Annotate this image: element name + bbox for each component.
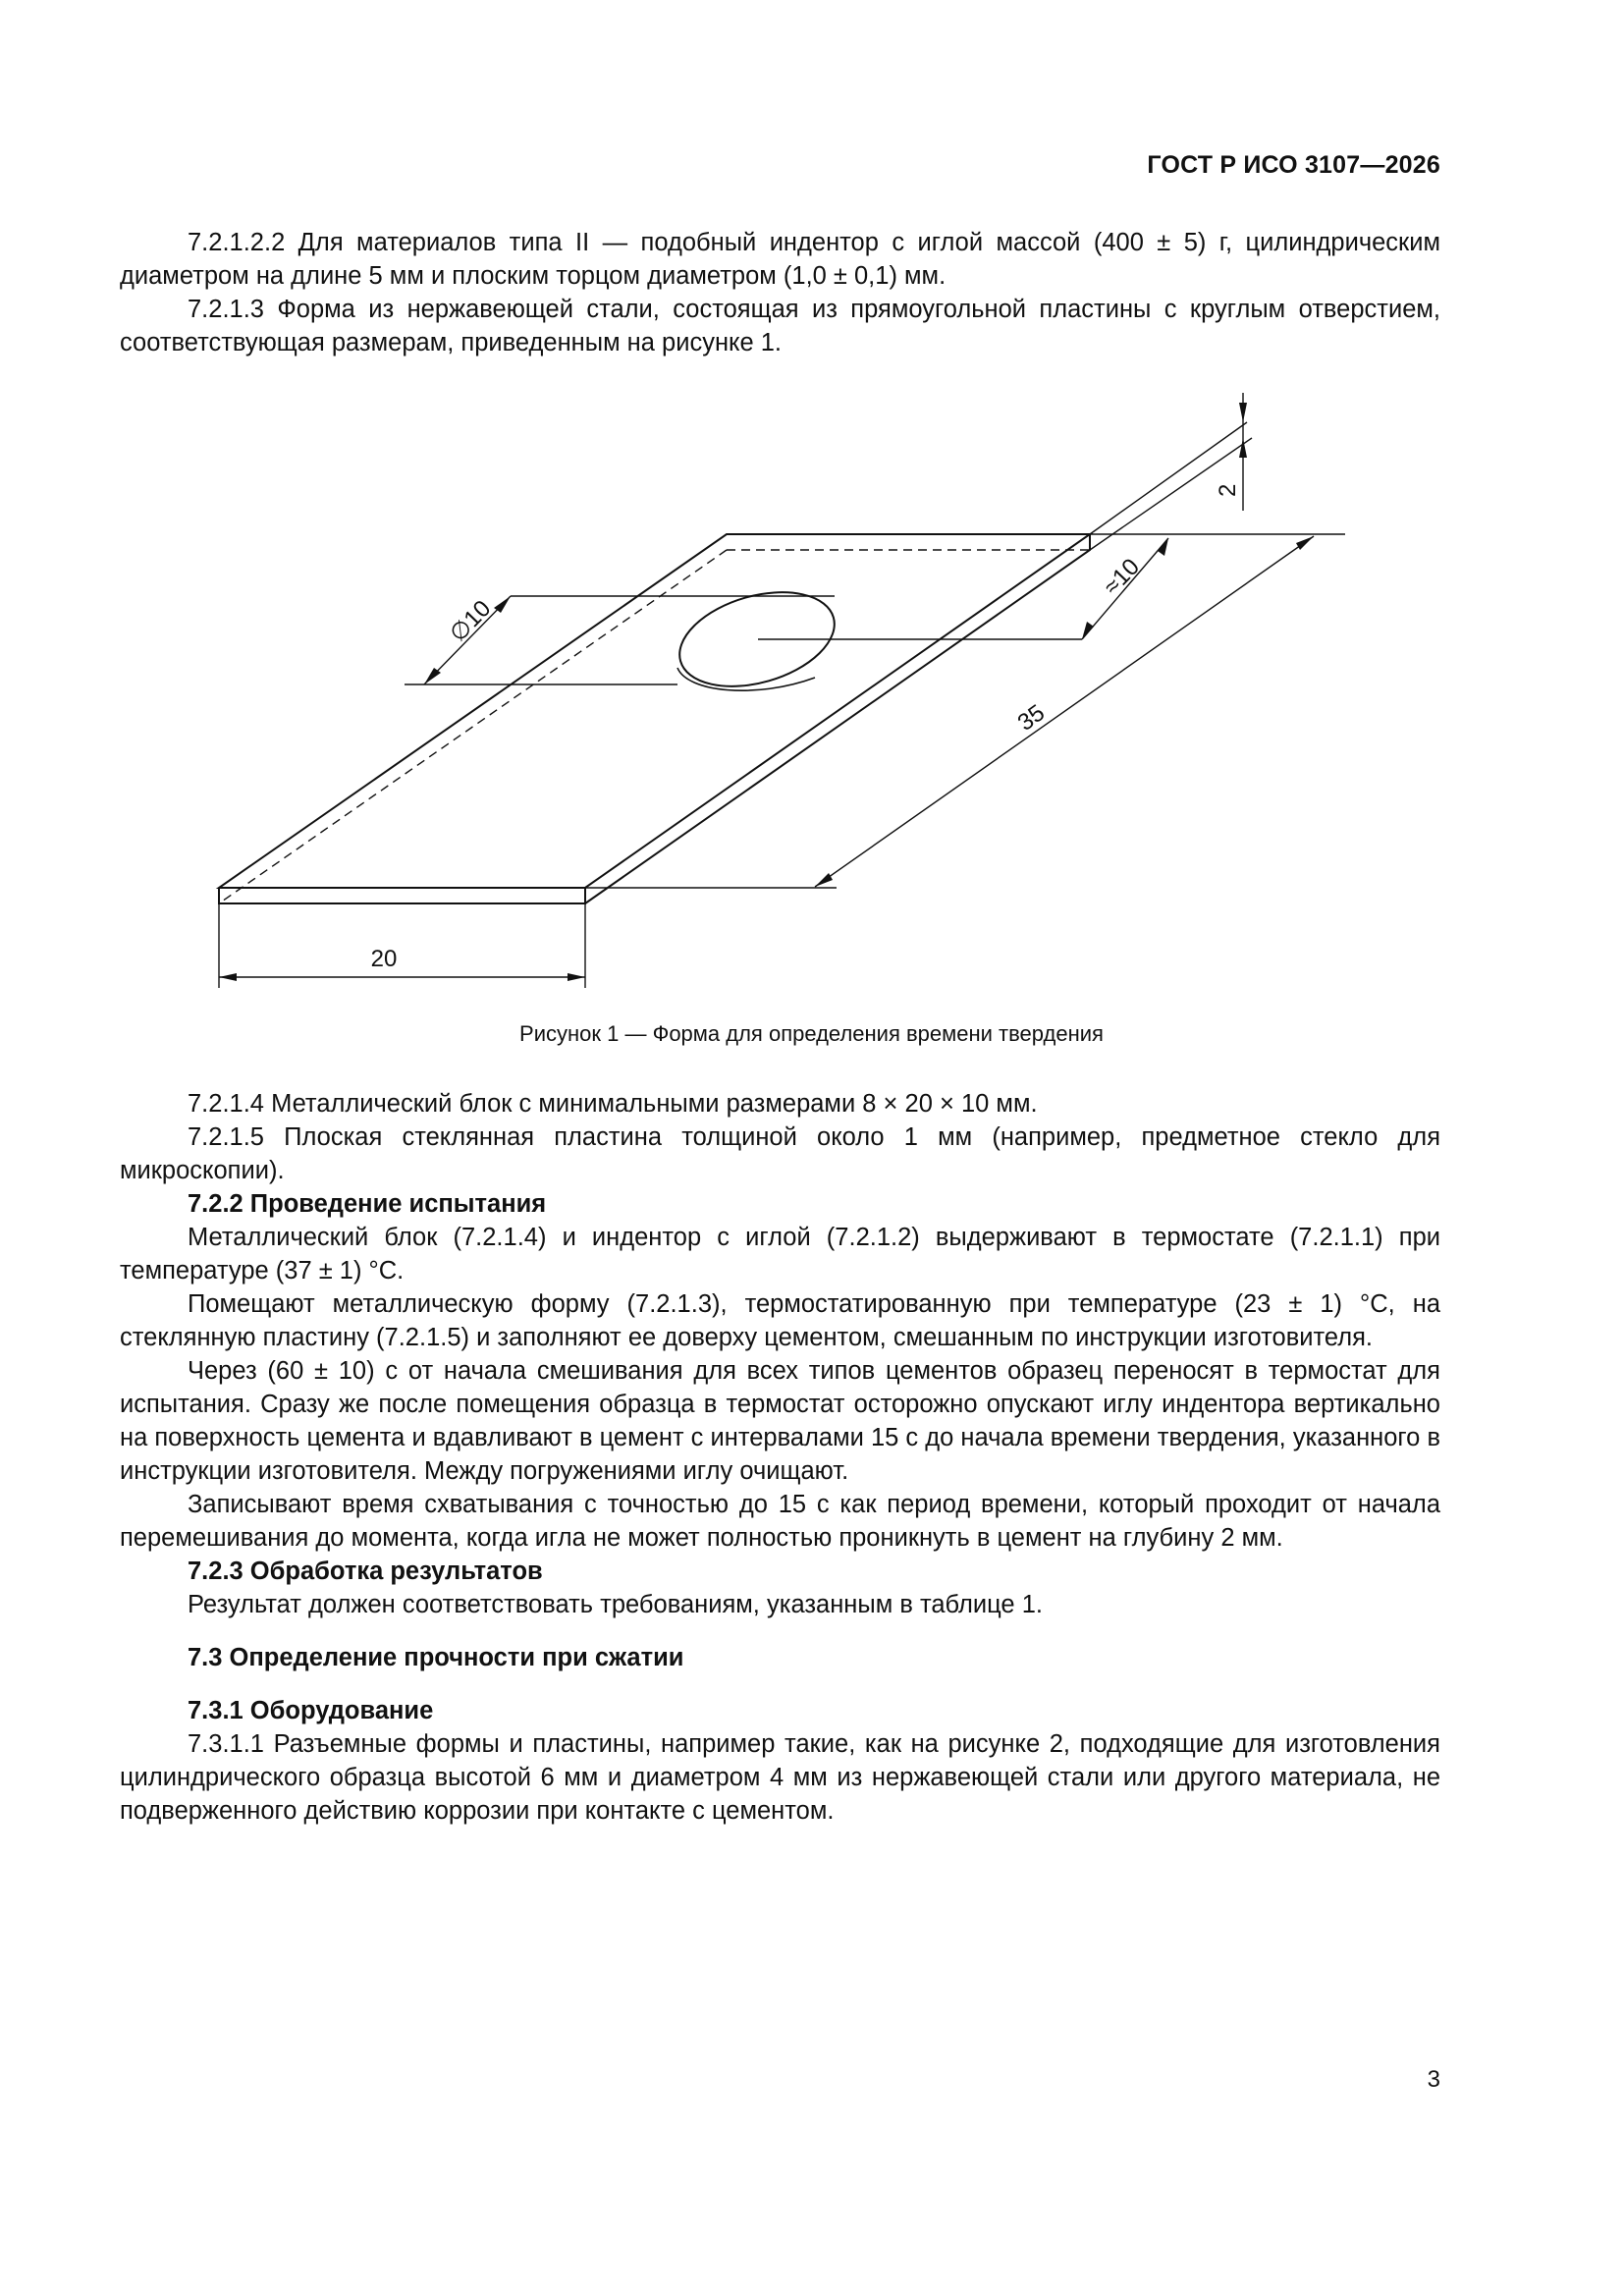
paragraph-7-2-2-d: Записывают время схватывания с точностью до 15 с как период времени, который проходит от начала перемешивания до момента, когда игла не может полностью проникнуть в цемент на глубину 2 мм. xyxy=(120,1491,1440,1552)
document-header: ГОСТ Р ИСО 3107—2026 xyxy=(1147,151,1440,179)
paragraph-7-2-2-c: Через (60 ± 10) с от начала смешивания для всех типов цементов образец переносят в термостат для испытания. Сразу же после помещения образца в термостат осторожно опускают иглу индентора вертикально на поверхность цемента и вдавливают в цемент с интервалами 15 с до начала времени твердения, указанного в инструкции изготовителя. Между погружениями иглу очищают. xyxy=(120,1357,1440,1485)
figure-1-caption: Рисунок 1 — Форма для определения времени твердения xyxy=(519,1021,1104,1046)
ext-line-thickness-top xyxy=(1090,422,1247,534)
arrow-width-right xyxy=(568,973,585,981)
plate-right-edge xyxy=(585,534,1090,903)
dim-label-offset: ≈10 xyxy=(1098,553,1146,601)
arrow-thickness-down xyxy=(1239,403,1247,422)
dim-line-length xyxy=(815,536,1314,887)
paragraph-7-2-2-a: Металлический блок (7.2.1.4) и индентор с иглой (7.2.1.2) выдерживают в термостате (7.2.1.1) при температуре (37 ± 1) °С. xyxy=(120,1224,1440,1285)
main-text xyxy=(120,1087,1440,1828)
paragraph-7-2-1-2-2: 7.2.1.2.2 Для материалов типа II — подобный индентор с иглой массой (400 ± 5) г, цилиндрическим диаметром на длине 5 мм и плоским торцом диаметром (1,0 ± 0,1) мм. xyxy=(120,229,1440,290)
paragraph-7-2-1-3: 7.2.1.3 Форма из нержавеющей стали, состоящая из прямоугольной пластины с круглым отверстием, соответствующая размерам, приведенным на рисунке 1. xyxy=(120,296,1440,356)
heading-7-3-1: 7.3.1 Оборудование xyxy=(188,1697,434,1724)
arrow-thickness-up xyxy=(1239,438,1247,458)
dim-label-diameter: ∅10 xyxy=(444,595,497,648)
arrow-width-left xyxy=(219,973,237,981)
arrow-length-bottom xyxy=(815,873,833,887)
plate-front-edge xyxy=(219,888,585,903)
figure-1-drawing xyxy=(0,0,1623,1021)
dim-label-thickness: 2 xyxy=(1215,483,1241,497)
heading-7-3: 7.3 Определение прочности при сжатии xyxy=(188,1644,684,1671)
plate-top-face xyxy=(219,534,1090,888)
arrow-offset-bottom xyxy=(1082,622,1094,639)
paragraph-7-2-1-5: 7.2.1.5 Плоская стеклянная пластина толщиной около 1 мм (например, предметное стекло для микроскопии). xyxy=(120,1123,1440,1184)
arrow-length-top xyxy=(1296,536,1314,550)
page-number: 3 xyxy=(1427,2066,1440,2093)
arrow-offset-top xyxy=(1158,538,1168,556)
heading-7-2-2: 7.2.2 Проведение испытания xyxy=(188,1190,547,1218)
dim-label-width: 20 xyxy=(370,946,398,972)
heading-7-2-3: 7.2.3 Обработка результатов xyxy=(188,1558,543,1585)
paragraph-7-2-1-4: 7.2.1.4 Металлический блок с минимальными размерами 8 × 20 × 10 мм. xyxy=(188,1090,1038,1118)
paragraph-7-2-3: Результат должен соответствовать требованиям, указанным в таблице 1. xyxy=(188,1591,1043,1618)
paragraph-7-3-1-1: 7.3.1.1 Разъемные формы и пластины, например такие, как на рисунке 2, подходящие для изготовления цилиндрического образца высотой 6 мм и диаметром 4 мм из нержавеющей стали или другого материала, не подверженного действию коррозии при контакте с цементом. xyxy=(120,1730,1440,1825)
paragraph-7-2-2-b: Помещают металлическую форму (7.2.1.3), термостатированную при температуре (23 ± 1) °С, на стеклянную пластину (7.2.1.5) и заполняют ее доверху цементом, смешанным по инструкции изготовителя. xyxy=(120,1290,1440,1351)
dim-label-length: 35 xyxy=(1012,699,1051,737)
